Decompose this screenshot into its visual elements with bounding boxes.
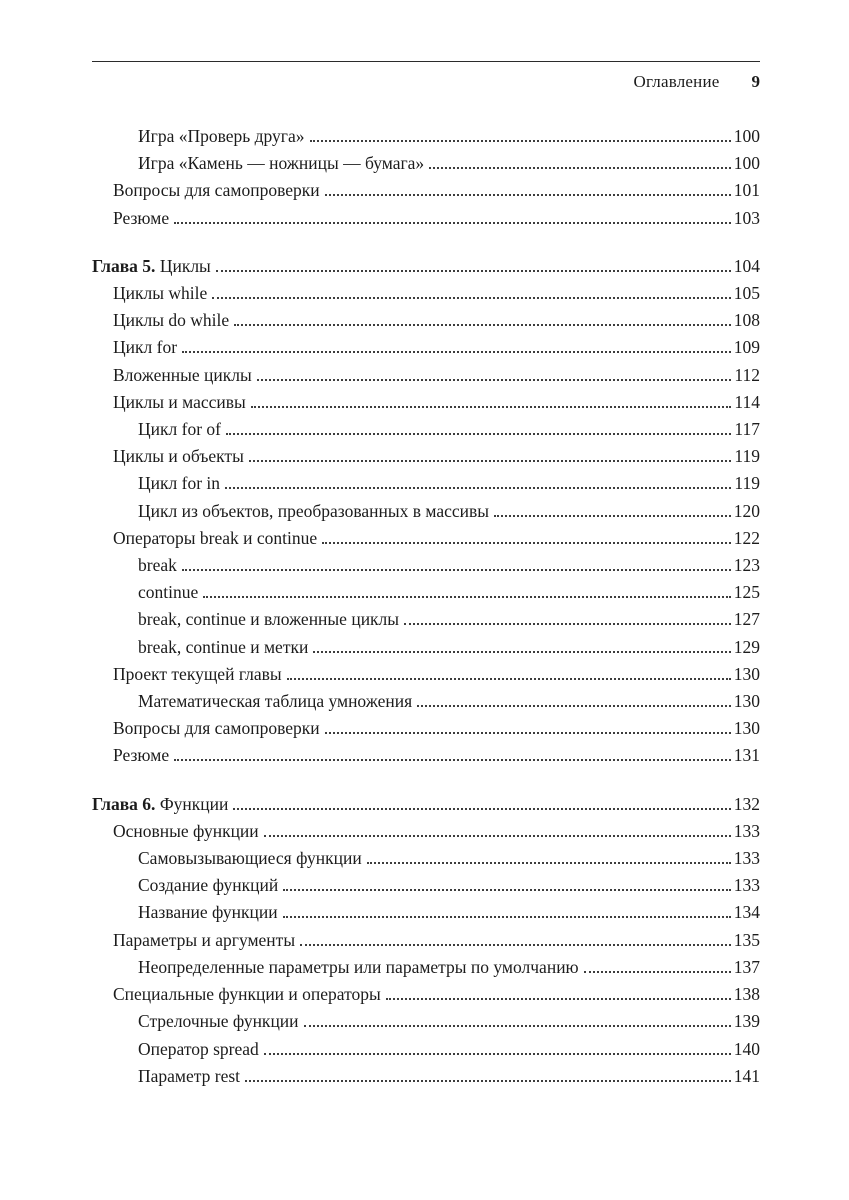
dot-leader — [174, 759, 731, 761]
toc-entry — [92, 742, 760, 769]
toc-entry-page: 133 — [733, 848, 760, 869]
toc-entry — [92, 253, 760, 280]
toc-entry-page: 104 — [733, 255, 760, 276]
toc-entry-label: Создание функций — [138, 875, 279, 896]
toc-list — [92, 123, 760, 1090]
dot-leader — [225, 487, 731, 489]
toc-entry-label: Название функции — [138, 902, 278, 923]
toc-entry — [92, 416, 760, 443]
toc-entry — [92, 470, 760, 497]
toc-entry — [92, 177, 760, 204]
toc-entry-page: 137 — [733, 956, 760, 977]
toc-entry — [92, 899, 760, 926]
dot-leader — [257, 379, 732, 381]
page-number: 9 — [751, 72, 760, 91]
toc-entry-label: Цикл for in — [138, 473, 221, 494]
toc-entry-label: Глава 5. Циклы — [92, 255, 211, 276]
dot-leader — [304, 1025, 731, 1027]
toc-entry-label: Неопределенные параметры или параметры по умолчанию — [138, 956, 579, 977]
toc-entry-label: Операторы break и continue — [113, 527, 318, 548]
toc-entry-page: 108 — [733, 310, 760, 331]
toc-entry-page: 122 — [733, 527, 760, 548]
toc-entry-page: 109 — [733, 337, 760, 358]
toc-entry — [92, 1036, 760, 1063]
toc-entry-page: 141 — [733, 1065, 760, 1086]
toc-entry-label: Самовызывающиеся функции — [138, 848, 362, 869]
toc-entry-label: Циклы и объекты — [113, 446, 244, 467]
toc-entry-label: Цикл for — [113, 337, 178, 358]
toc-entry-label: Игра «Проверь друга» — [138, 126, 305, 146]
dot-leader — [233, 808, 730, 810]
toc-entry — [92, 525, 760, 552]
toc-entry-page: 117 — [734, 419, 760, 440]
dot-leader — [325, 194, 731, 196]
dot-leader — [182, 569, 731, 571]
toc-entry — [92, 205, 760, 232]
dot-leader — [367, 862, 731, 864]
toc-entry — [92, 954, 760, 981]
toc-entry — [92, 280, 760, 307]
toc-entry-label: Вопросы для самопроверки — [113, 180, 320, 201]
toc-entry-label: Математическая таблица умножения — [138, 691, 413, 712]
toc-entry-label: Оператор spread — [138, 1038, 259, 1059]
toc-entry-label: Вопросы для самопроверки — [113, 718, 320, 739]
toc-entry — [92, 661, 760, 688]
dot-leader — [203, 596, 730, 598]
toc-entry-label: Специальные функции и операторы — [113, 984, 381, 1005]
toc-entry-page: 138 — [733, 984, 760, 1005]
toc-entry-page: 119 — [734, 473, 760, 494]
toc-entry-label: Проект текущей главы — [113, 663, 282, 684]
dot-leader — [174, 222, 731, 224]
toc-entry-label: Цикл из объектов, преобразованных в массивы — [138, 500, 490, 521]
toc-entry-label: Стрелочные функции — [138, 1011, 299, 1032]
dot-leader — [283, 916, 731, 918]
toc-entry-page: 120 — [733, 500, 760, 521]
toc-entry — [92, 981, 760, 1008]
toc-entry-page: 130 — [733, 691, 760, 712]
toc-entry — [92, 389, 760, 416]
toc-entry-page: 127 — [733, 609, 760, 630]
toc-entry-label: Резюме — [113, 207, 170, 228]
dot-leader — [216, 270, 731, 272]
toc-entry-page: 103 — [733, 207, 760, 228]
dot-leader — [300, 944, 731, 946]
toc-entry — [92, 715, 760, 742]
toc-entry-page: 130 — [733, 718, 760, 739]
toc-entry — [92, 791, 760, 818]
dot-leader — [313, 651, 730, 653]
toc-entry-page: 100 — [733, 126, 760, 146]
toc-entry-label: Основные функции — [113, 820, 259, 841]
toc-entry-page: 114 — [734, 391, 760, 412]
dot-leader — [249, 460, 732, 462]
toc-entry — [92, 688, 760, 715]
toc-entry-page: 134 — [733, 902, 760, 923]
toc-entry-label: Циклы while — [113, 283, 208, 304]
dot-leader — [386, 998, 731, 1000]
toc-entry-page: 131 — [733, 745, 760, 766]
toc-entry-page: 125 — [733, 582, 760, 603]
dot-leader — [245, 1080, 731, 1082]
dot-leader — [182, 351, 731, 353]
dot-leader — [283, 889, 731, 891]
dot-leader — [212, 297, 730, 299]
toc-entry-label: Цикл for of — [138, 419, 221, 440]
toc-entry-page: 123 — [733, 555, 760, 576]
dot-leader — [264, 835, 731, 837]
toc-entry-page: 119 — [734, 446, 760, 467]
toc-entry — [92, 443, 760, 470]
toc-entry-label: Циклы do while — [113, 310, 230, 331]
toc-entry-page: 129 — [733, 636, 760, 657]
dot-leader — [417, 705, 731, 707]
toc-entry-label: Параметр rest — [138, 1065, 241, 1086]
toc-entry-label: Вложенные циклы — [113, 364, 252, 385]
toc-entry — [92, 150, 760, 177]
toc-entry-label: Игра «Камень — ножницы — бумага» — [138, 153, 425, 174]
page-content — [92, 0, 760, 1090]
dot-leader — [287, 678, 731, 680]
toc-entry-page: 130 — [733, 663, 760, 684]
toc-entry-label: Глава 6. Функции — [92, 793, 229, 814]
toc-entry — [92, 634, 760, 661]
dot-leader — [325, 732, 731, 734]
dot-leader — [584, 971, 731, 973]
dot-leader — [264, 1053, 731, 1055]
toc-entry-label: Параметры и аргументы — [113, 929, 296, 950]
toc-entry-label: break, continue и метки — [138, 636, 309, 657]
toc-entry — [92, 123, 760, 150]
toc-entry-page: 101 — [733, 180, 760, 201]
toc-entry — [92, 818, 760, 845]
toc-entry — [92, 552, 760, 579]
toc-entry-page: 112 — [734, 364, 760, 385]
toc-entry-page: 135 — [733, 929, 760, 950]
dot-leader — [310, 140, 731, 142]
toc-entry — [92, 307, 760, 334]
dot-leader — [234, 324, 731, 326]
toc-entry — [92, 845, 760, 872]
toc-entry-page: 105 — [733, 283, 760, 304]
dot-leader — [494, 515, 731, 517]
toc-entry-page: 100 — [733, 153, 760, 174]
toc-entry — [92, 1063, 760, 1090]
toc-entry-label: Резюме — [113, 745, 170, 766]
toc-entry-page: 140 — [733, 1038, 760, 1059]
dot-leader — [251, 406, 732, 408]
toc-entry — [92, 927, 760, 954]
page-header — [92, 62, 760, 92]
toc-chapter-prefix: Глава 5. — [92, 255, 160, 276]
dot-leader — [226, 433, 731, 435]
dot-leader — [322, 542, 731, 544]
toc-entry-page: 133 — [733, 820, 760, 841]
toc-entry-page: 133 — [733, 875, 760, 896]
toc-entry — [92, 334, 760, 361]
toc-entry — [92, 362, 760, 389]
toc-entry-label: Циклы и массивы — [113, 391, 246, 412]
toc-entry — [92, 498, 760, 525]
toc-chapter-prefix: Глава 6. — [92, 793, 160, 814]
toc-entry — [92, 606, 760, 633]
running-head-title: Оглавление — [633, 72, 720, 91]
toc-entry — [92, 579, 760, 606]
toc-entry-label: break — [138, 555, 177, 576]
toc-entry-page: 139 — [733, 1011, 760, 1032]
toc-entry-label: break, continue и вложенные циклы — [138, 609, 400, 630]
toc-entry — [92, 872, 760, 899]
toc-entry-label: continue — [138, 582, 199, 603]
toc-entry — [92, 1008, 760, 1035]
dot-leader — [429, 167, 731, 169]
dot-leader — [404, 623, 731, 625]
toc-entry-page: 132 — [733, 793, 760, 814]
